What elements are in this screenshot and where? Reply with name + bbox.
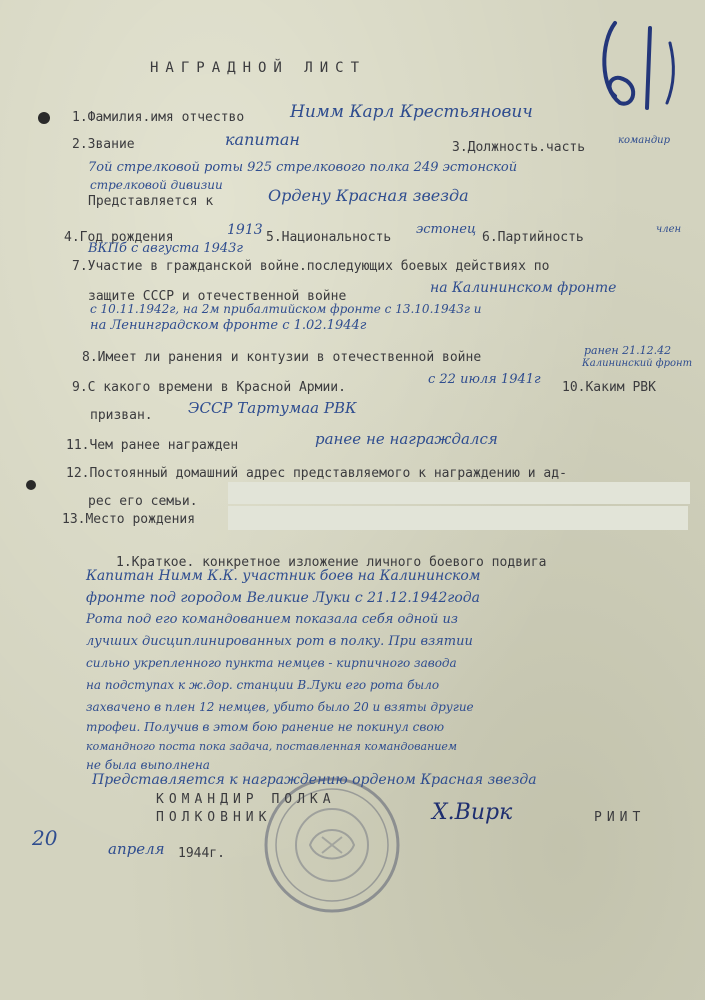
field-7-value-a: на Калининском фронте bbox=[430, 280, 617, 296]
punch-hole bbox=[26, 480, 36, 490]
rank-label: ПОЛКОВНИК bbox=[156, 810, 272, 825]
punch-hole bbox=[38, 112, 50, 124]
field-9-label: 9.С какого времени в Красной Армии. bbox=[72, 380, 346, 395]
field-7-line1: 7.Участие в гражданской войне.последующих боевых действиях по bbox=[72, 259, 550, 274]
feat-line: Капитан Нимм К.К. участник боев на Калининском bbox=[86, 568, 481, 584]
field-8-value-b: Калининский фронт bbox=[582, 358, 693, 369]
top-number-text bbox=[640, 112, 641, 113]
field-5-label: 5.Национальность bbox=[266, 230, 392, 245]
handwritten-number-mark bbox=[575, 8, 685, 118]
signature: Х.Вирк bbox=[432, 800, 513, 825]
field-1-label: 1.Фамилия.имя отчество bbox=[72, 110, 245, 125]
commander-label: КОМАНДИР ПОЛКА bbox=[156, 792, 336, 807]
field-10-label: 10.Каким РВК bbox=[562, 380, 656, 395]
field-12-line2: рес его семьи. bbox=[88, 494, 198, 509]
field-8-value-a: ранен 21.12.42 bbox=[584, 344, 672, 357]
field-7-line2: защите СССР и отечественной войне bbox=[88, 289, 347, 304]
feat-line: лучших дисциплинированных рот в полку. При взятии bbox=[86, 634, 473, 649]
document-title: НАГРАДНОЙ ЛИСТ bbox=[150, 60, 367, 76]
feat-line: на подступах к ж.дор. станции В.Луки его рота было bbox=[86, 678, 440, 692]
field-11-label: 11.Чем ранее награжден bbox=[66, 438, 239, 453]
field-3-value-a: командир bbox=[618, 135, 671, 146]
field-5-value: эстонец bbox=[416, 222, 477, 237]
nominated-label: Представляется к bbox=[88, 194, 214, 209]
nominated-value: Ордену Красная звезда bbox=[268, 186, 469, 205]
field-3-value-b: 7ой стрелковой роты 925 стрелкового полка 249 эстонской bbox=[88, 160, 518, 175]
field-11-value: ранее не награждался bbox=[315, 430, 498, 448]
feat-line: фронте под городом Великие Луки с 21.12.1942года bbox=[86, 590, 481, 606]
field-3-label: 3.Должность.часть bbox=[452, 140, 586, 155]
field-6-value-a: член bbox=[656, 224, 682, 235]
field-10-value: ЭССР Тартумаа РВК bbox=[188, 399, 357, 417]
feat-line: командного поста пока задача, поставленная командованием bbox=[86, 740, 458, 753]
feat-line: не была выполнена bbox=[86, 758, 210, 772]
field-12-line1: 12.Постоянный домашний адрес представляемого к награждению и ад- bbox=[66, 466, 567, 481]
field-9-value: с 22 июля 1941г bbox=[428, 372, 541, 387]
date-day: 20 bbox=[32, 826, 58, 850]
date-month: апреля bbox=[108, 840, 165, 858]
field-4-value: 1913 bbox=[227, 222, 263, 238]
commander-name-tail: РИИТ bbox=[594, 810, 646, 825]
feat-line: Рота под его командованием показала себя одной из bbox=[86, 612, 458, 627]
redacted-address bbox=[228, 482, 690, 504]
recommendation-text: Представляется к награждению орденом Красная звезда bbox=[92, 772, 537, 788]
field-2-label: 2.Звание bbox=[72, 137, 135, 152]
field-8-label: 8.Имеет ли ранения и контузии в отечественной войне bbox=[82, 350, 482, 365]
field-6-label: 6.Партийность bbox=[482, 230, 584, 245]
feat-line: сильно укрепленного пункта немцев - кирпичного завода bbox=[86, 656, 457, 670]
field-3-value-c: стрелковой дивизии bbox=[90, 178, 223, 192]
date-year: 1944г. bbox=[178, 846, 225, 861]
feat-line: трофеи. Получив в этом бою ранение не покинул свою bbox=[86, 720, 445, 734]
redacted-birthplace bbox=[228, 506, 688, 530]
feat-line: захвачено в плен 12 немцев, убито было 20 и взяты другие bbox=[86, 700, 474, 714]
field-6-value-b: ВКПб с августа 1943г bbox=[88, 241, 244, 256]
field-13-label: 13.Место рождения bbox=[62, 512, 196, 527]
field-1-value: Нимм Карл Крестьянович bbox=[290, 102, 533, 122]
feat-header: 1.Краткое. конкретное изложение личного боевого подвига bbox=[116, 555, 547, 570]
field-7-value-c: на Ленинградском фронте с 1.02.1944г bbox=[90, 318, 367, 333]
field-4-label: 4.Год рождения bbox=[64, 230, 174, 245]
field-2-value: капитан bbox=[225, 130, 300, 149]
field-10-label2: призван. bbox=[90, 408, 153, 423]
field-7-value-b: с 10.11.1942г, на 2м прибалтийском фронте с 13.10.1943г и bbox=[90, 302, 482, 316]
